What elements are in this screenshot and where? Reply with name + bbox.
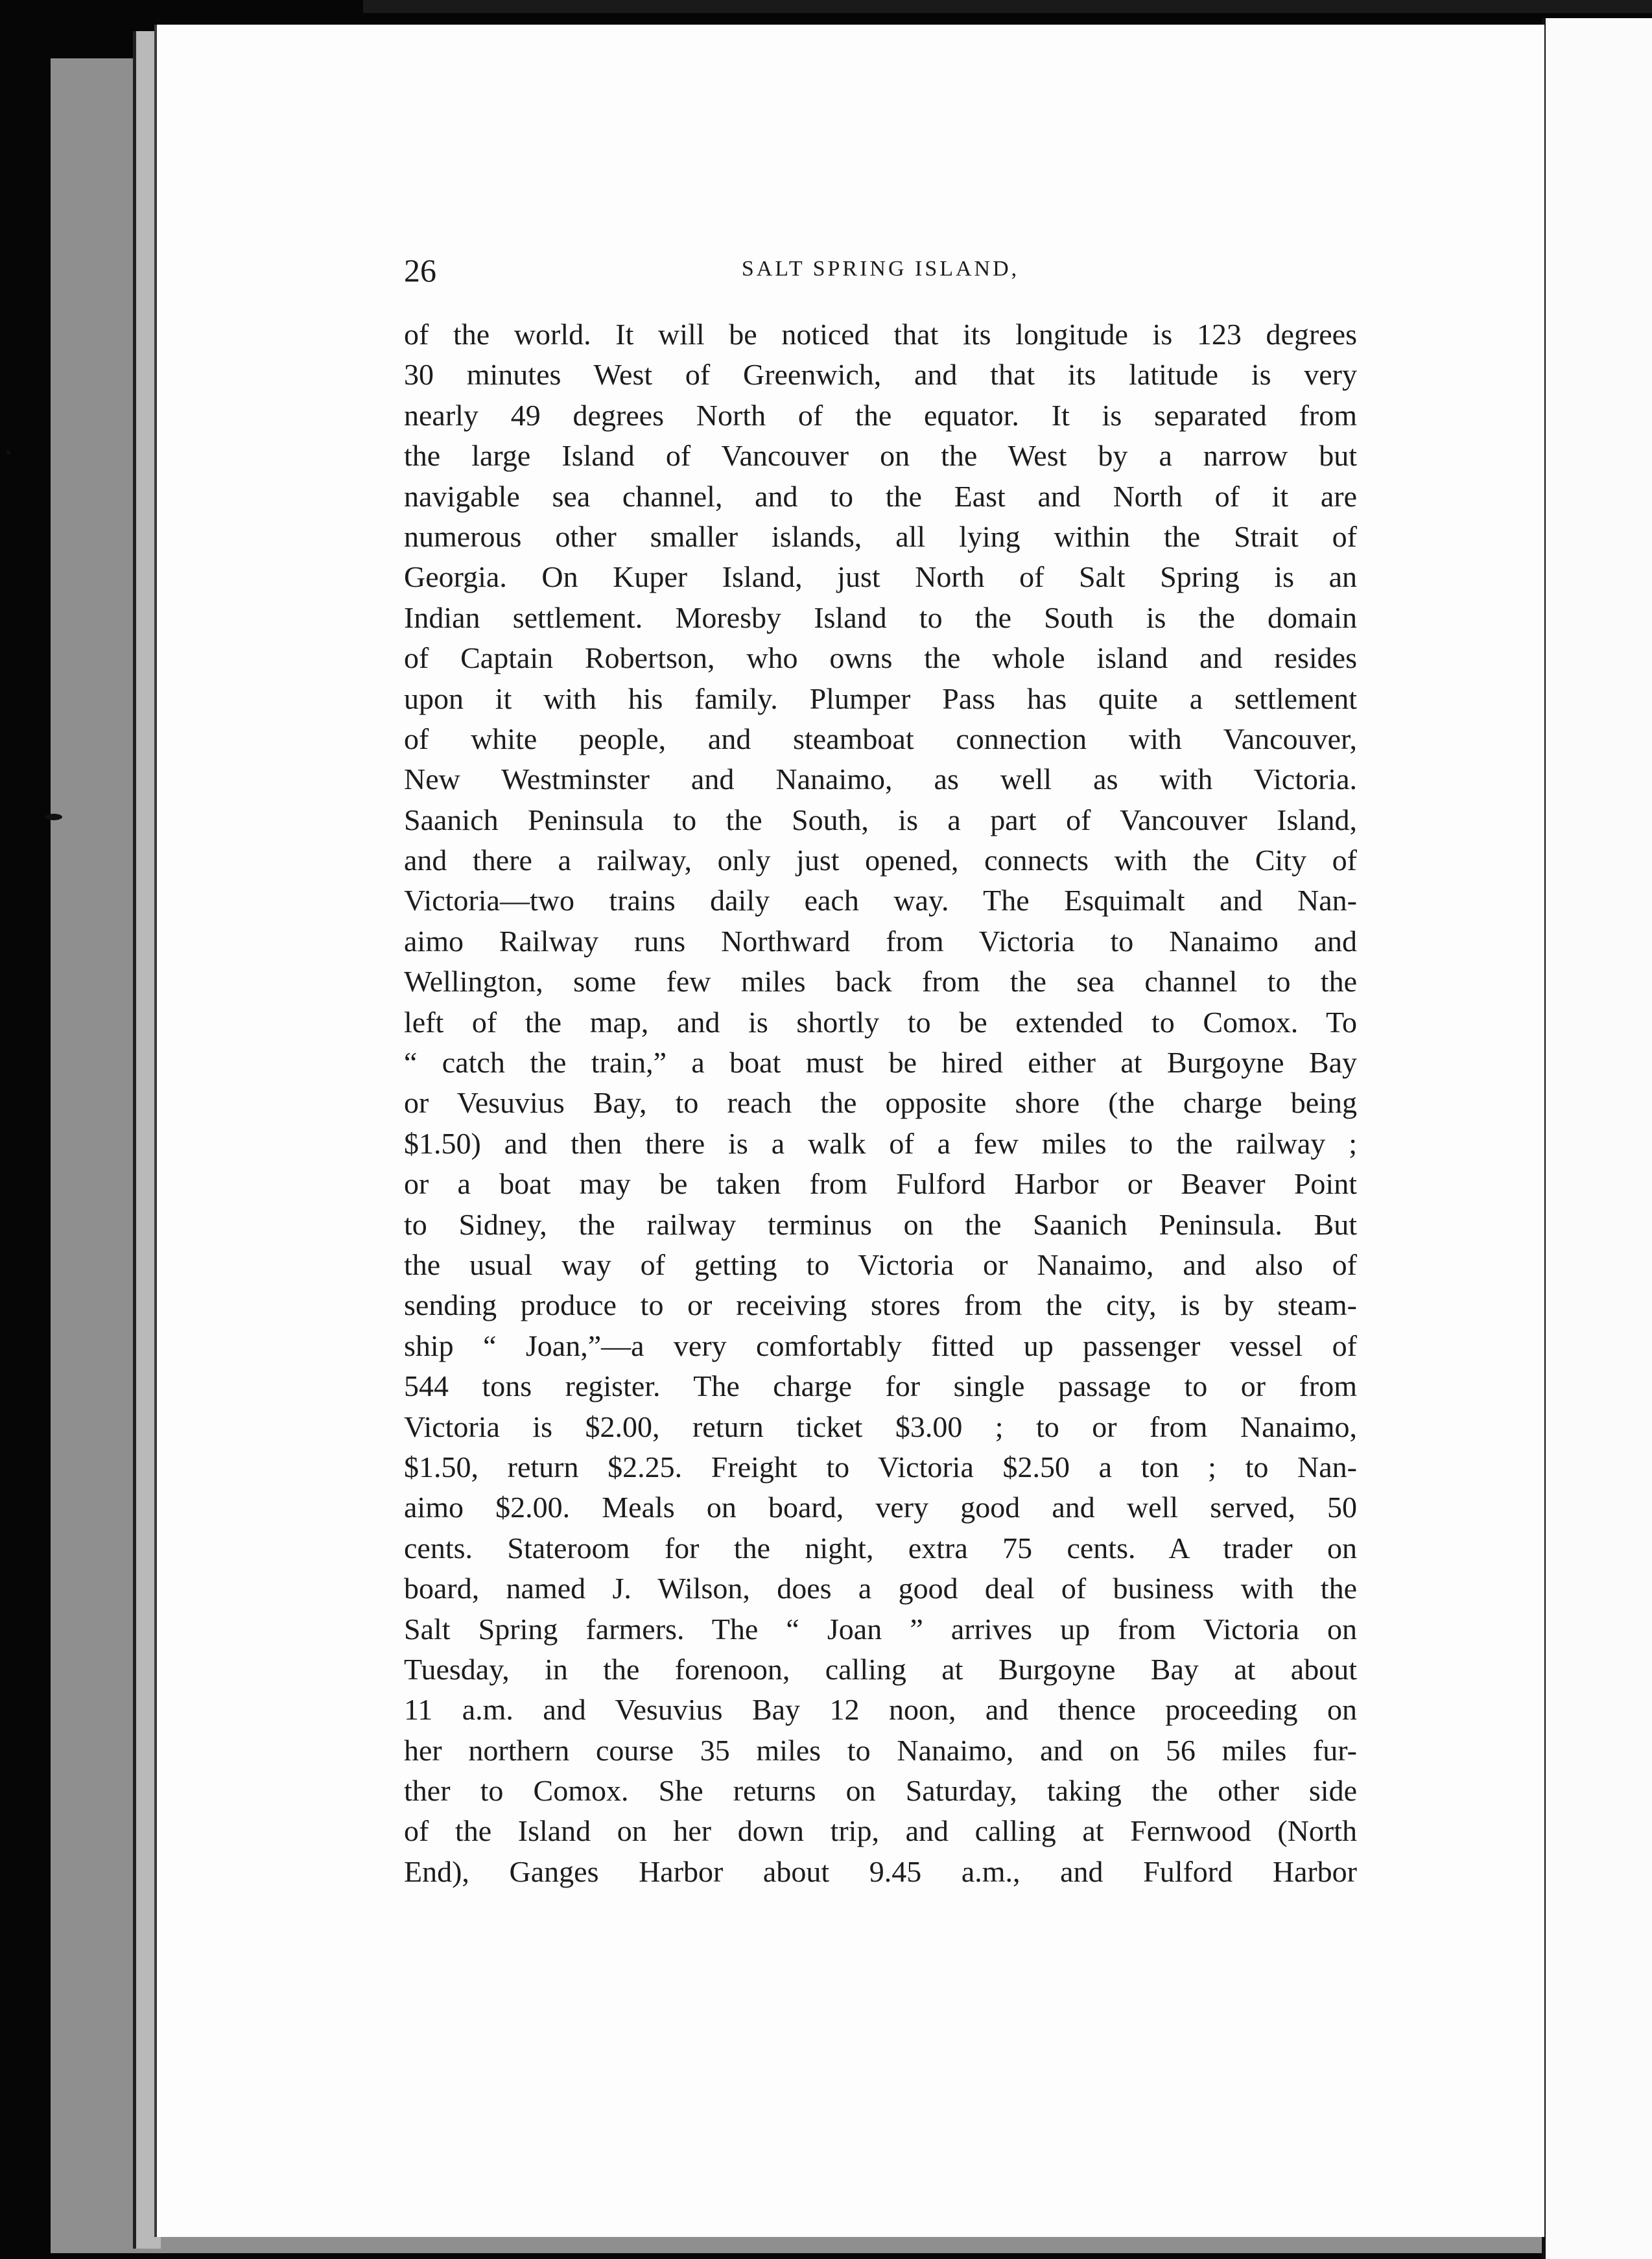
text-line: to Sidney, the railway terminus on the Saanich Peninsula. But: [404, 1207, 1357, 1241]
text-line: ship “ Joan,”—a very comfortably fitted up passenger vessel of: [404, 1329, 1357, 1362]
text-line: Georgia. On Kuper Island, just North of Salt Spring is an: [404, 560, 1357, 594]
text-line: her northern course 35 miles to Nanaimo, and on 56 miles fur-: [404, 1733, 1357, 1767]
text-line: 11 a.m. and Vesuvius Bay 12 noon, and thence proceeding on: [404, 1693, 1357, 1727]
text-line: and there a railway, only just opened, connects with the City of: [404, 844, 1357, 877]
text-line: $1.50) and then there is a walk of a few miles to the railway ;: [404, 1126, 1357, 1160]
text-line: aimo $2.00. Meals on board, very good and well served, 50: [404, 1491, 1357, 1524]
running-title: SALT SPRING ISLAND,: [741, 257, 1020, 281]
text-line: New Westminster and Nanaimo, as well as with Victoria.: [404, 763, 1357, 796]
text-line: upon it with his family. Plumper Pass has quite a settlement: [404, 681, 1357, 715]
text-line: $1.50, return $2.25. Freight to Victoria $2.50 a ton ; to Nan-: [404, 1450, 1357, 1484]
text-line: ther to Comox. She returns on Saturday, taking the other side: [404, 1774, 1357, 1808]
text-line: the large Island of Vancouver on the West by a narrow but: [404, 439, 1357, 473]
text-line: cents. Stateroom for the night, extra 75 cents. A trader on: [404, 1531, 1357, 1565]
text-line: Saanich Peninsula to the South, is a part of Vancouver Island,: [404, 803, 1357, 836]
text-line: “ catch the train,” a boat must be hired either at Burgoyne Bay: [404, 1046, 1357, 1080]
text-line: Victoria—two trains daily each way. The Esquimalt and Nan-: [404, 884, 1357, 917]
text-line: End), Ganges Harbor about 9.45 a.m., and Fulford Harbor: [404, 1854, 1357, 1888]
text-line: numerous other smaller islands, all lying within the Strait of: [404, 519, 1357, 553]
facing-page-edge: [1542, 18, 1652, 2259]
page-header: [404, 252, 1357, 297]
text-line: left of the map, and is shortly to be extended to Comox. To: [404, 1005, 1357, 1039]
text-line: board, named J. Wilson, does a good deal of business with the: [404, 1572, 1357, 1605]
text-line: Salt Spring farmers. The “ Joan ” arrives up from Victoria on: [404, 1612, 1357, 1646]
text-line: or a boat may be taken from Fulford Harbor or Beaver Point: [404, 1167, 1357, 1201]
text-line: of white people, and steamboat connection with Vancouver,: [404, 722, 1357, 755]
text-line: of Captain Robertson, who owns the whole island and resides: [404, 641, 1357, 675]
scan-speck: [45, 814, 62, 820]
scan-top-strip: [363, 0, 1652, 13]
scan-speck: [6, 451, 10, 455]
text-line: Tuesday, in the forenoon, calling at Burgoyne Bay at about: [404, 1652, 1357, 1686]
text-line: navigable sea channel, and to the East and North of it are: [404, 479, 1357, 513]
text-line: Wellington, some few miles back from the sea channel to the: [404, 965, 1357, 999]
text-line: of the Island on her down trip, and calling at Fernwood (North: [404, 1814, 1357, 1848]
text-line: Indian settlement. Moresby Island to the South is the domain: [404, 600, 1357, 634]
text-line: nearly 49 degrees North of the equator. It is separated from: [404, 398, 1357, 432]
body-text: [404, 314, 1357, 1892]
text-line: Victoria is $2.00, return ticket $3.00 ; to or from Nanaimo,: [404, 1410, 1357, 1443]
text-line: the usual way of getting to Victoria or Nanaimo, and also of: [404, 1248, 1357, 1281]
text-line: aimo Railway runs Northward from Victoria to Nanaimo and: [404, 924, 1357, 958]
text-line: sending produce to or receiving stores from the city, is by steam-: [404, 1288, 1357, 1322]
page-number: 26: [404, 252, 436, 289]
text-line: or Vesuvius Bay, to reach the opposite shore (the charge being: [404, 1086, 1357, 1120]
text-line: 544 tons register. The charge for single passage to or from: [404, 1369, 1357, 1403]
text-line: 30 minutes West of Greenwich, and that its latitude is very: [404, 358, 1357, 392]
text-line: of the world. It will be noticed that its longitude is 123 degrees: [404, 318, 1357, 351]
